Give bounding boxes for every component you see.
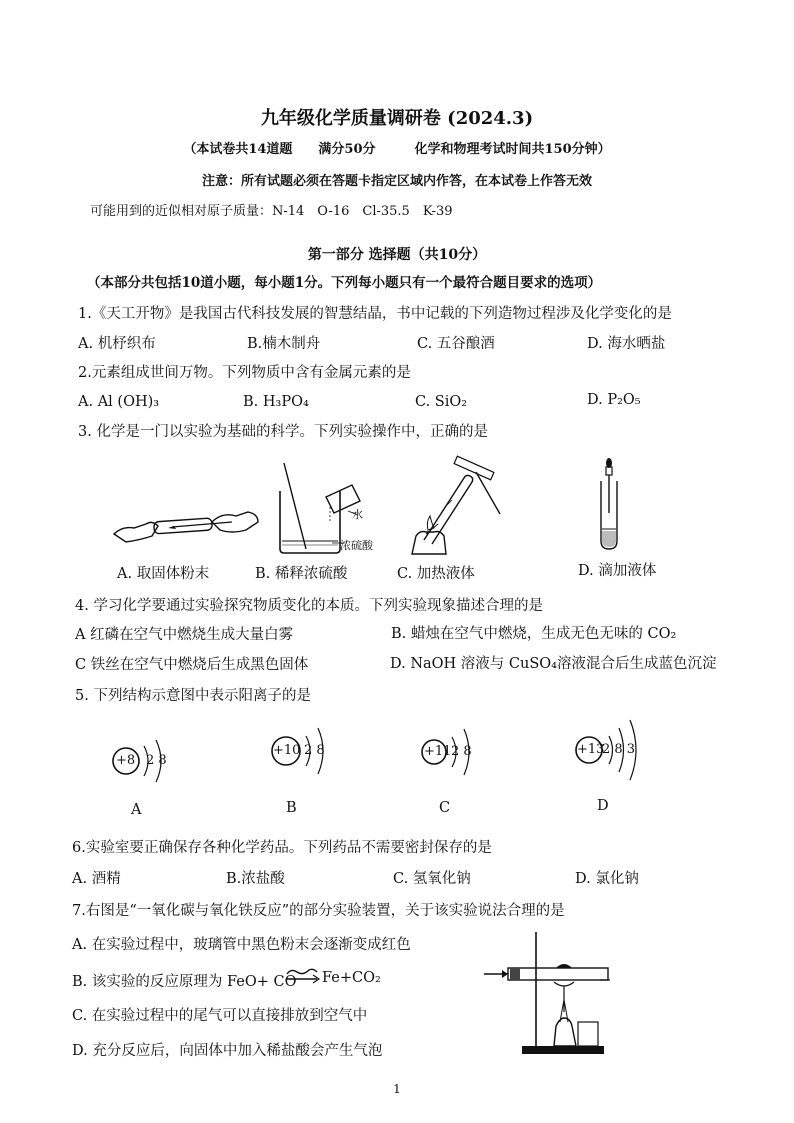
- atom-a-shells: 2 8: [146, 753, 167, 768]
- atomic-mass-line: 可能用到的近似相对原子质量：N-14 O-16 Cl-35.5 K-39: [90, 204, 453, 219]
- q4-option-a: A 红磷在空气中燃烧生成大量白雾: [75, 627, 294, 643]
- q7-option-c: C. 在实验过程中的尾气可以直接排放到空气中: [72, 1008, 368, 1024]
- atom-a-nucleus: +8: [116, 753, 136, 768]
- q7-option-b: B. 该实验的反应原理为 FeO+ CO: [72, 974, 297, 990]
- page-title: 九年级化学质量调研卷 (2024.3): [260, 108, 534, 129]
- q1-option-a: A. 机杼织布: [78, 336, 156, 352]
- question-6-stem: 6.实验室要正确保存各种化学药品。下列药品不需要密封保存的是: [72, 840, 492, 856]
- q2-option-d: D. P₂O₅: [587, 392, 641, 408]
- q1-option-d: D. 海水晒盐: [587, 336, 666, 352]
- q4-option-d: D. NaOH 溶液与 CuSO₄溶液混合后生成蓝色沉淀: [390, 656, 717, 672]
- q6-option-c: C. 氢氧化钠: [393, 871, 471, 887]
- atom-c-label: C: [439, 800, 451, 816]
- q2-option-b: B. H₃PO₄: [243, 394, 309, 410]
- high-temperature-arrow: [285, 966, 321, 986]
- atom-d-shells: 2 8 3: [602, 742, 636, 757]
- section-title: 第一部分 选择题（共10分）: [307, 247, 487, 263]
- q2-option-c: C. SiO₂: [415, 394, 468, 410]
- q7-option-a: A. 在实验过程中，玻璃管中黑色粉末会逐渐变成红色: [72, 937, 411, 953]
- co-reduction-apparatus: [478, 930, 613, 1058]
- q1-option-c: C. 五谷酿酒: [417, 336, 495, 352]
- page-number: 1: [393, 1082, 401, 1096]
- atom-a-label: A: [131, 802, 142, 818]
- atom-c-shells: 2 8: [451, 744, 472, 759]
- atom-d-label: D: [597, 798, 609, 814]
- q3-option-d: D. 滴加液体: [578, 563, 657, 579]
- q7-option-b-products: Fe+CO₂: [322, 970, 381, 986]
- q3-option-b: B. 稀释浓硫酸: [255, 566, 348, 582]
- question-1-stem: 1.《天工开物》是我国古代科技发展的智慧结晶，书中记载的下列造物过程涉及化学变化的是: [78, 306, 672, 322]
- figure-drop-liquid: [598, 457, 628, 552]
- q4-option-c: C 铁丝在空气中燃烧后生成黑色固体: [75, 657, 309, 673]
- q3-option-c: C. 加热液体: [397, 566, 475, 582]
- q1-option-b: B.楠木制舟: [247, 336, 321, 352]
- q6-option-a: A. 酒精: [72, 871, 121, 887]
- q3-option-a: A. 取固体粉末: [117, 566, 210, 582]
- question-3-stem: 3. 化学是一门以实验为基础的科学。下列实验操作中，正确的是: [78, 424, 488, 440]
- q6-option-b: B.浓盐酸: [226, 871, 285, 887]
- q2-option-a: A. Al (OH)₃: [78, 394, 160, 410]
- q4-option-b: B. 蜡烛在空气中燃烧，生成无色无味的 CO₂: [391, 626, 677, 642]
- atom-c-nucleus: +11: [424, 744, 452, 759]
- section-instruction: （本部分共包括10道小题，每小题1分。下列每小题只有一个最符合题目要求的选项）: [87, 275, 602, 291]
- q6-option-d: D. 氯化钠: [575, 871, 639, 887]
- question-7-stem: 7.右图是“一氧化碳与氧化铁反应”的部分实验装置，关于该实验说法合理的是: [72, 903, 565, 919]
- atom-b-label: B: [286, 800, 297, 816]
- atom-b-shells: 2 8: [304, 743, 325, 758]
- exam-info: （本试卷共14道题 满分50分 化学和物理考试时间共150分钟）: [183, 142, 611, 157]
- atom-d-nucleus: +13: [577, 742, 605, 757]
- question-2-stem: 2.元素组成世间万物。下列物质中含有金属元素的是: [78, 365, 411, 381]
- figure-heat-liquid: [404, 458, 509, 558]
- q7-option-d: D. 充分反应后，向固体中加入稀盐酸会产生气泡: [72, 1043, 383, 1059]
- acid-label: 浓硫酸: [340, 539, 373, 552]
- atom-b-nucleus: +10: [273, 743, 301, 758]
- question-5-stem: 5. 下列结构示意图中表示阳离子的是: [75, 688, 311, 704]
- exam-notice: 注意：所有试题必须在答题卡指定区域内作答，在本试卷上作答无效: [201, 174, 592, 189]
- water-label: 水: [352, 508, 363, 521]
- figure-take-solid-powder: [112, 500, 262, 550]
- question-4-stem: 4. 学习化学要通过实验探究物质变化的本质。下列实验现象描述合理的是: [75, 598, 543, 614]
